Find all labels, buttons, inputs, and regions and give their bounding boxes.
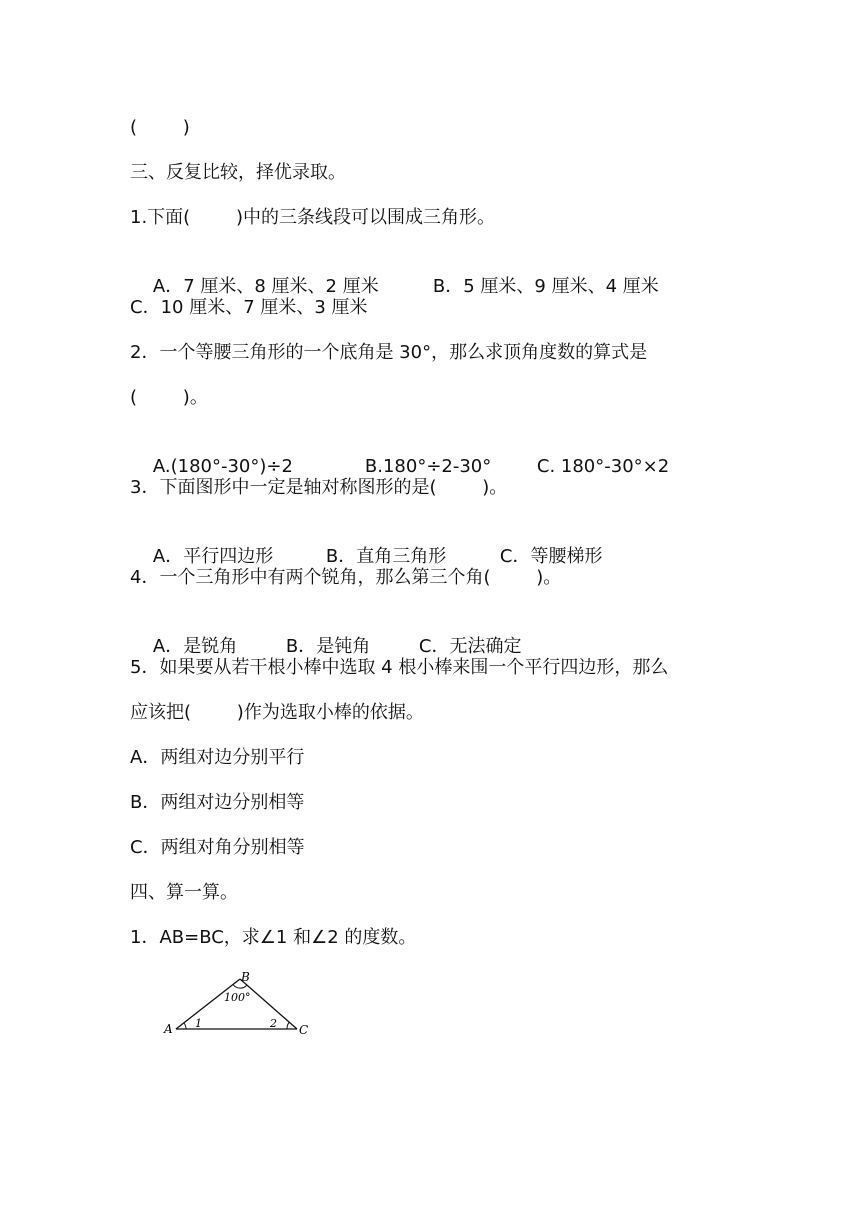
question-4-option-b: B．是钝角	[285, 636, 371, 657]
question-3-option-b: B．直角三角形	[325, 546, 447, 567]
question-4-option-a: A．是锐角	[152, 636, 238, 657]
question-2-option-b: B.180°÷2-30°	[364, 456, 492, 477]
question-1-option-c: C．10 厘米、7 厘米、3 厘米	[130, 297, 368, 318]
question-2-option-a: A.(180°-30°)÷2	[152, 456, 293, 477]
angle-b-arc	[233, 985, 247, 989]
question-5-option-a: A．两组对边分别平行	[130, 747, 305, 768]
question-4-option-c: C．无法确定	[418, 636, 522, 657]
angle-2-label: 2	[270, 1017, 277, 1030]
question-2: 2．一个等腰三角形的一个底角是 30°，那么求顶角度数的算式是	[130, 342, 648, 363]
question-3-option-c: C．等腰梯形	[499, 546, 603, 567]
angle-2-arc	[287, 1022, 290, 1029]
calc-question-1: 1．AB=BC，求∠1 和∠2 的度数。	[130, 927, 417, 948]
angle-b-label: 100°	[224, 991, 251, 1004]
vertex-b-label: B	[241, 970, 250, 984]
answer-blank: ( )	[130, 117, 190, 138]
angle-1-label: 1	[195, 1017, 202, 1030]
question-2-blank: ( )。	[130, 387, 208, 408]
question-3: 3．下面图形中一定是轴对称图形的是( )。	[130, 477, 508, 498]
question-3-option-a: A．平行四边形	[152, 546, 274, 567]
question-1: 1.下面( )中的三条线段可以围成三角形。	[130, 207, 495, 228]
question-5-option-c: C．两组对角分别相等	[130, 837, 305, 858]
question-5-continued: 应该把( )作为选取小棒的依据。	[130, 702, 424, 723]
section-four-heading: 四、算一算。	[130, 882, 238, 903]
question-2-option-c: C. 180°-30°×2	[536, 456, 670, 477]
question-1-option-b: B．5 厘米、9 厘米、4 厘米	[432, 276, 659, 297]
vertex-a-label: A	[164, 1022, 173, 1036]
side-bc	[240, 979, 297, 1029]
question-4: 4．一个三角形中有两个锐角，那么第三个角( )。	[130, 567, 562, 588]
question-1-option-a: A．7 厘米、8 厘米、2 厘米	[152, 276, 379, 297]
question-5-option-b: B．两组对边分别相等	[130, 792, 305, 813]
question-5: 5．如果要从若干根小棒中选取 4 根小棒来围一个平行四边形，那么	[130, 657, 669, 678]
vertex-c-label: C	[299, 1023, 309, 1037]
triangle-figure	[158, 966, 318, 1042]
angle-1-arc	[184, 1023, 186, 1029]
side-ab	[176, 979, 240, 1029]
section-three-heading: 三、反复比较，择优录取。	[130, 162, 346, 183]
